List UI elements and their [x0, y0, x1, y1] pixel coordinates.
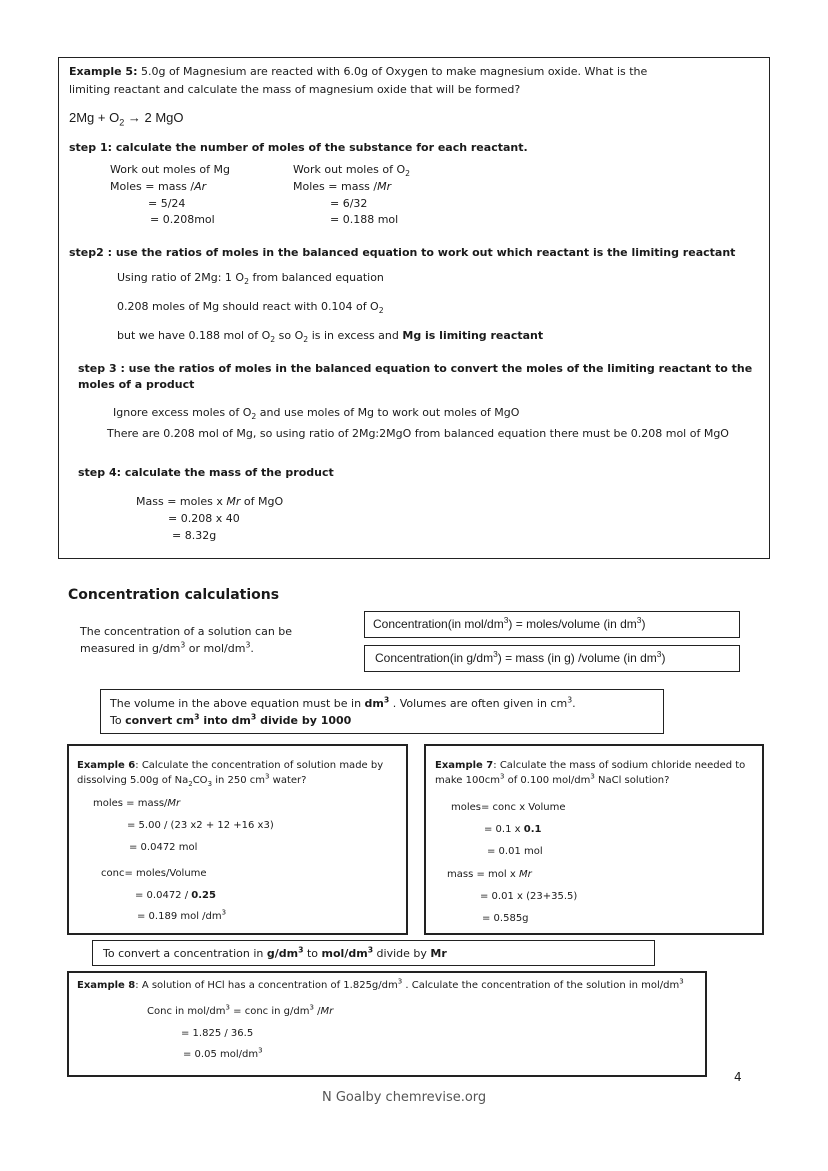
volume-note-box [100, 689, 664, 734]
mg-moles-line-2: Moles = mass /Ar [110, 180, 207, 193]
example-7-line-4: mass = mol x Mr [447, 869, 532, 880]
concentration-intro-line-2: measured in $g/dm^3$ or mol/$dm^3$. [80, 640, 254, 655]
volume-note-line-2: To convert $cm^3$ into $dm^3$ divide by 1000 [110, 712, 352, 727]
example-8-question: Example 8: A solution of HCl has a concentration of $1.825g/dm^3$ . Calculate the concentration of the solution in mol/$dm^3$ [77, 977, 684, 991]
step-2-heading: step2 : use the ratios of moles in the balanced equation to work out which reactant is the limiting reactant [69, 246, 736, 259]
o2-moles-line-1: Work out moles of $O_2$ [293, 163, 411, 179]
example-6-line-4: conc= moles/Volume [101, 868, 207, 879]
step-1-heading: step 1: calculate the number of moles of the substance for each reactant. [69, 141, 528, 154]
step-3-heading-line-2: moles of a product [78, 378, 195, 391]
example-8-line-2: = 1.825 / 36.5 [181, 1028, 254, 1039]
step-3-heading-line-1: step 3 : use the ratios of moles in the balanced equation to convert the moles of the limiting reactant to the [78, 362, 753, 375]
volume-note-line-1: The volume in the above equation must be in $dm^3$ . Volumes are often given in $cm^3$. [110, 695, 576, 710]
example-6-line-5: = 0.0472 / 0.25 [135, 890, 216, 901]
example-7-line-2: = 0.1 x 0.1 [484, 824, 542, 835]
step-2-line-3: but we have 0.188 mol of $O_2$ so $O_2$ is in excess and Mg is limiting reactant [117, 329, 544, 345]
example-7-line-6: = 0.585g [482, 913, 529, 924]
formula-mol: Concentration(in mol/$dm^3$) = moles/volume (in $dm^3$) [373, 615, 646, 631]
formula-g: Concentration(in $g/dm^3$) = mass (in g) /volume (in $dm^3$) [375, 649, 666, 665]
example-6-question-line-2: dissolving 5.00g of $Na_2CO_3$ in 250 $cm^3$ water? [77, 772, 307, 788]
step-3-line-2: There are 0.208 mol of Mg, so using ratio of 2Mg:2MgO from balanced equation there must be 0.208 mol of MgO [107, 427, 729, 440]
footer-credit: N Goalby chemrevise.org [322, 1090, 487, 1105]
example-6-line-1: moles = mass/Mr [93, 798, 181, 809]
convert-note: To convert a concentration in $g/dm^3$ to mol/$dm^3$ divide by Mr [103, 945, 447, 960]
example-7-question-line-2: make $100cm^3$ of 0.100 mol/$dm^3$ NaCl solution? [435, 772, 670, 786]
step-4-line-1: Mass = moles x Mr of MgO [136, 495, 284, 508]
example-6-box [67, 744, 408, 935]
example-8-line-3: = 0.05 mol/$dm^3$ [183, 1046, 263, 1060]
concentration-intro-line-1: The concentration of a solution can be [80, 625, 293, 638]
step-3-line-1: Ignore excess moles of $O_2$ and use moles of Mg to work out moles of MgO [113, 406, 520, 422]
o2-moles-line-2: Moles = mass /Mr [293, 180, 392, 193]
example-7-question-line-1: Example 7: Calculate the mass of sodium chloride needed to [435, 760, 746, 771]
example-5-question-line-1: Example 5: 5.0g of Magnesium are reacted with 6.0g of Oxygen to make magnesium oxide. What is the [69, 65, 648, 78]
mg-moles-line-1: Work out moles of Mg [110, 163, 230, 176]
example-8-line-1: Conc in mol/$dm^3$ = conc in $g/dm^3$ /Mr [147, 1003, 334, 1017]
mg-moles-line-3: = 5/24 [148, 197, 186, 210]
concentration-heading: Concentration calculations [68, 587, 280, 603]
example-7-line-5: = 0.01 x (23+35.5) [480, 891, 578, 902]
page-number: 4 [734, 1070, 742, 1084]
mg-moles-line-4: = 0.208mol [150, 213, 215, 226]
example-6-line-3: = 0.0472 mol [129, 842, 198, 853]
step-4-line-2: = 0.208 x 40 [168, 512, 240, 525]
example-6-line-6: = 0.189 mol $/dm^3$ [137, 908, 227, 922]
example-5-question-line-2: limiting reactant and calculate the mass of magnesium oxide that will be formed? [69, 83, 521, 96]
step-2-line-2: 0.208 moles of Mg should react with 0.104 of $O_2$ [117, 300, 384, 316]
example-7-line-3: = 0.01 mol [487, 846, 543, 857]
o2-moles-line-4: = 0.188 mol [330, 213, 399, 226]
balanced-equation: $2Mg + O_2 \to 2$ MgO [69, 110, 184, 128]
example-5-label: Example 5: [69, 65, 138, 78]
example-6-question-line-1: Example 6: Calculate the concentration of solution made by [77, 760, 384, 771]
step-4-line-3: = 8.32g [172, 529, 217, 542]
o2-moles-line-3: = 6/32 [330, 197, 368, 210]
step-2-line-1: Using ratio of 2Mg: 1 $O_2$ from balanced equation [117, 271, 384, 287]
step-4-heading: step 4: calculate the mass of the product [78, 466, 334, 479]
example-6-line-2: = 5.00 / (23 x2 + 12 +16 x3) [127, 820, 274, 831]
example-7-line-1: moles= conc x Volume [451, 802, 566, 813]
